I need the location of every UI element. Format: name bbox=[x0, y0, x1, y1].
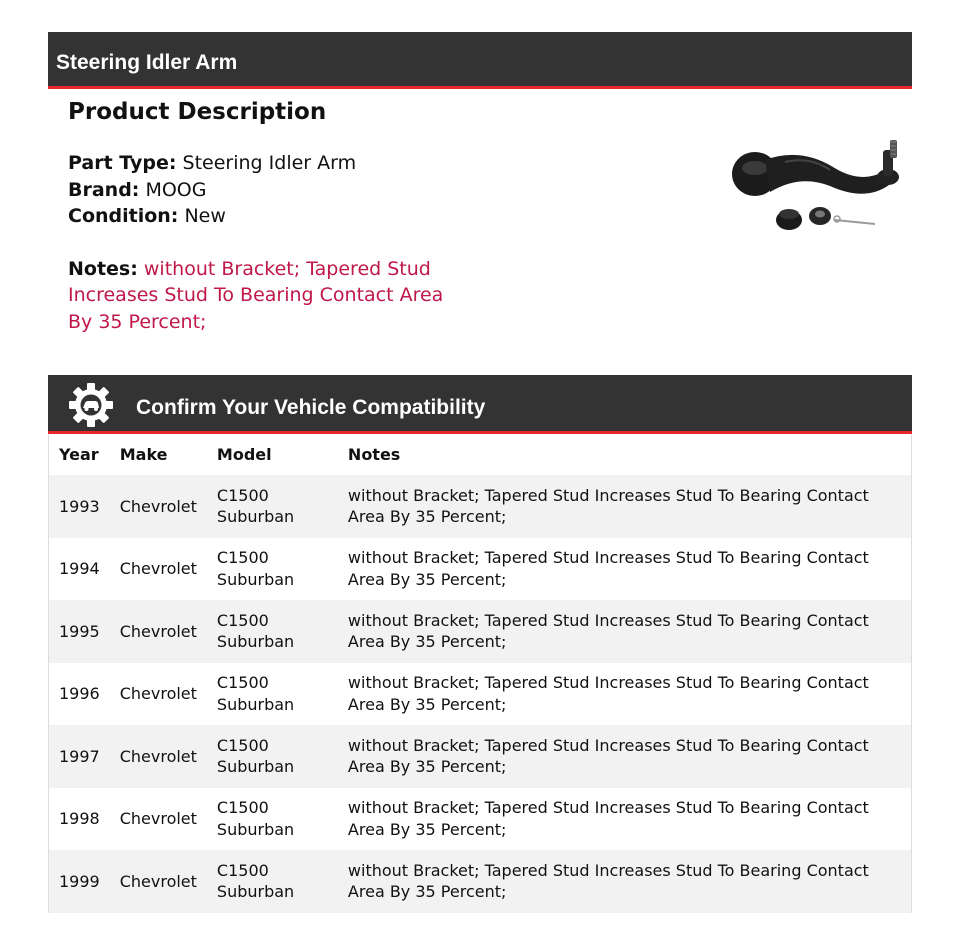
cell-make: Chevrolet bbox=[119, 746, 197, 766]
cell-year: 1996 bbox=[59, 684, 100, 703]
table-header-row bbox=[49, 434, 911, 475]
cell-notes: without Bracket; Tapered Stud Increases Stud To Bearing Contact Area By 35 Percent; bbox=[347, 735, 869, 777]
spec-part-type bbox=[68, 150, 588, 177]
notes-label: Notes: bbox=[68, 257, 138, 280]
page-title: Steering Idler Arm bbox=[56, 51, 238, 74]
table-row bbox=[49, 850, 911, 913]
cell-make: Chevrolet bbox=[119, 684, 197, 703]
part-type-label: Part Type: bbox=[68, 152, 177, 174]
col-header-year: Year bbox=[59, 445, 99, 464]
spec-list bbox=[68, 150, 588, 230]
compatibility-table bbox=[49, 434, 911, 913]
cell-year: 1993 bbox=[59, 496, 100, 516]
cell-year: 1998 bbox=[59, 809, 100, 828]
notes-value: without Bracket; Tapered Stud Increases Stud To Bearing Contact Area By 35 Percent; bbox=[68, 257, 444, 333]
spec-brand bbox=[68, 177, 588, 204]
col-header-make: Make bbox=[119, 445, 168, 464]
cell-model: C1500 Suburban bbox=[216, 798, 295, 839]
table-row bbox=[49, 538, 911, 601]
cell-year: 1997 bbox=[59, 746, 100, 766]
brand-value: MOOG bbox=[145, 178, 207, 201]
condition-label: Condition: bbox=[68, 205, 179, 227]
cell-year: 1999 bbox=[59, 871, 100, 891]
col-header-notes: Notes bbox=[347, 445, 401, 464]
cell-model: C1500 Suburban bbox=[216, 860, 295, 902]
product-description bbox=[68, 96, 588, 335]
cell-notes: without Bracket; Tapered Stud Increases Stud To Bearing Contact Area By 35 Percent; bbox=[347, 548, 869, 589]
table-row bbox=[49, 600, 911, 663]
table-row bbox=[49, 788, 911, 851]
cell-model: C1500 Suburban bbox=[216, 735, 295, 777]
spec-condition bbox=[68, 203, 588, 230]
cell-model: C1500 Suburban bbox=[216, 548, 295, 589]
spec-notes bbox=[68, 256, 448, 336]
cell-notes: without Bracket; Tapered Stud Increases Stud To Bearing Contact Area By 35 Percent; bbox=[347, 798, 869, 839]
cell-make: Chevrolet bbox=[119, 621, 197, 641]
compatibility-bar bbox=[48, 375, 912, 434]
cell-model: C1500 Suburban bbox=[216, 610, 295, 652]
condition-value: New bbox=[184, 205, 226, 227]
compatibility-table-wrapper bbox=[48, 434, 912, 913]
cell-notes: without Bracket; Tapered Stud Increases Stud To Bearing Contact Area By 35 Percent; bbox=[347, 860, 869, 902]
cell-year: 1994 bbox=[59, 559, 100, 578]
description-heading: Product Description bbox=[68, 99, 327, 125]
cell-model: C1500 Suburban bbox=[216, 673, 295, 714]
cell-make: Chevrolet bbox=[119, 871, 197, 891]
cell-notes: without Bracket; Tapered Stud Increases Stud To Bearing Contact Area By 35 Percent; bbox=[347, 610, 869, 652]
compatibility-title: Confirm Your Vehicle Compatibility bbox=[136, 396, 486, 419]
gear-car-icon bbox=[68, 382, 114, 428]
cell-notes: without Bracket; Tapered Stud Increases Stud To Bearing Contact Area By 35 Percent; bbox=[347, 485, 869, 527]
header-bar bbox=[48, 32, 912, 89]
col-header-model: Model bbox=[216, 445, 272, 464]
idler-arm-product-image bbox=[725, 132, 910, 237]
cell-year: 1995 bbox=[59, 621, 100, 641]
part-type-value: Steering Idler Arm bbox=[182, 152, 357, 174]
cell-model: C1500 Suburban bbox=[216, 485, 295, 527]
cell-notes: without Bracket; Tapered Stud Increases Stud To Bearing Contact Area By 35 Percent; bbox=[347, 673, 869, 714]
table-row bbox=[49, 725, 911, 788]
cell-make: Chevrolet bbox=[119, 559, 197, 578]
cell-make: Chevrolet bbox=[119, 496, 197, 516]
table-row bbox=[49, 475, 911, 538]
brand-label: Brand: bbox=[68, 178, 140, 201]
table-row bbox=[49, 663, 911, 726]
cell-make: Chevrolet bbox=[119, 809, 197, 828]
